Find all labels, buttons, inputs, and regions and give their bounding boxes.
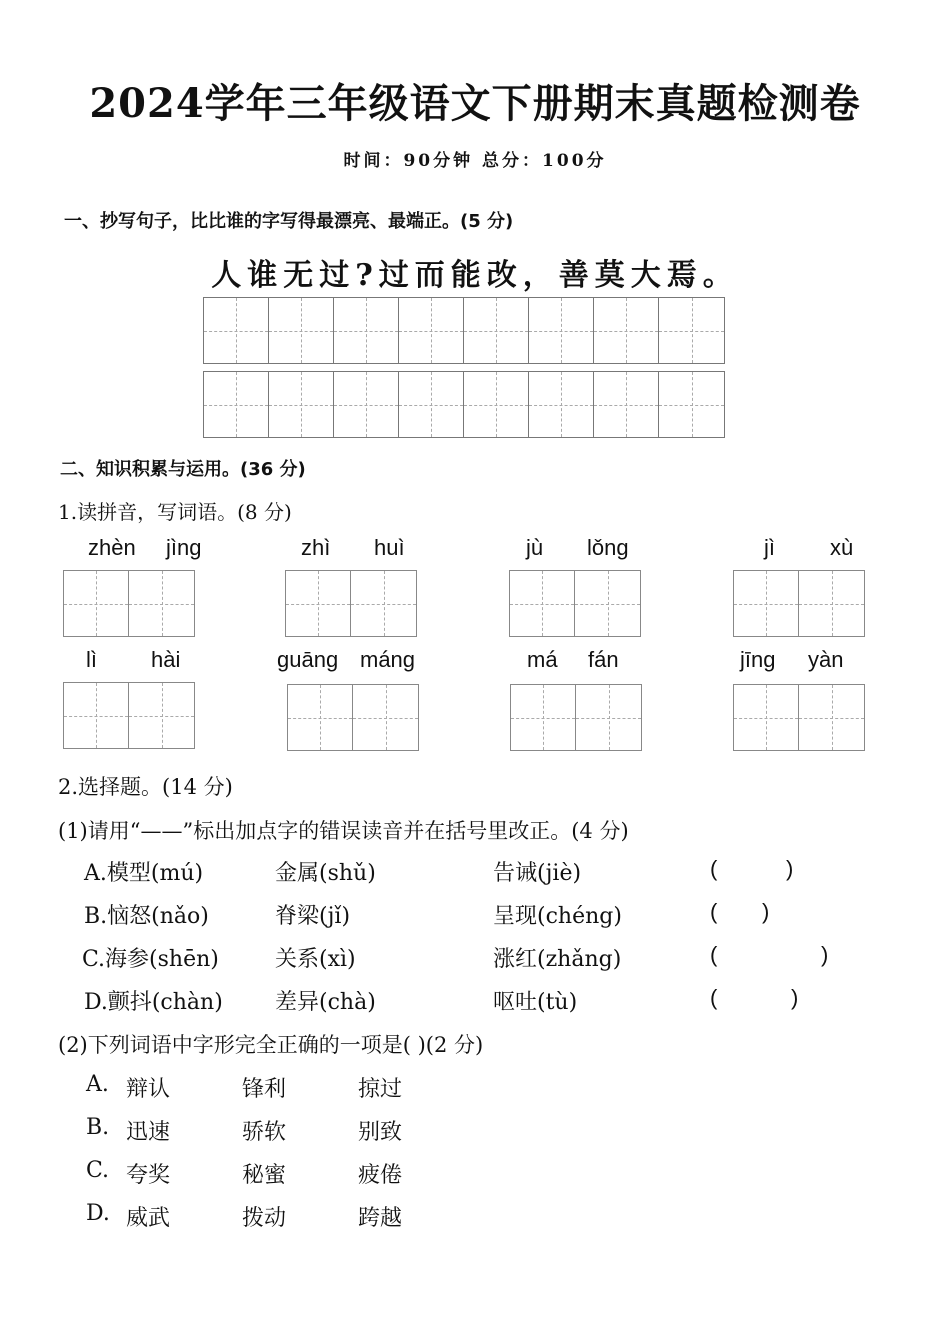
writing-cell[interactable] [269,298,334,363]
word-answer-box[interactable] [733,570,865,637]
pinyin: zhì [301,535,331,560]
pinyin: jù [526,535,544,560]
option-a-word-1: A.模型(mú) [84,861,204,886]
choice-word: 迅速 [126,1120,171,1145]
writing-cell[interactable] [399,298,464,363]
writing-cell[interactable] [334,298,399,363]
writing-grid-row-2[interactable] [203,371,725,438]
answer-paren-open[interactable]: ( [710,856,718,881]
writing-cell[interactable] [734,685,799,750]
writing-cell[interactable] [64,571,129,636]
pinyin: fán [588,647,619,672]
option-c-word-1: C.海参(shēn) [82,947,219,972]
writing-grid-row-1[interactable] [203,297,725,364]
writing-cell[interactable] [734,571,799,636]
pinyin: huì [374,535,405,560]
option-c-word-3: 涨红(zhǎng) [493,947,622,972]
word-answer-box[interactable] [510,684,642,751]
writing-cell[interactable] [575,571,640,636]
word-answer-box[interactable] [63,682,195,749]
pinyin: yàn [808,647,844,672]
writing-cell[interactable] [129,683,194,748]
choice-letter[interactable]: B. [86,1115,110,1140]
choice-word: 秘蜜 [242,1163,287,1188]
choice-word: 威武 [126,1206,171,1231]
writing-cell[interactable] [799,685,864,750]
choice-letter[interactable]: C. [86,1158,110,1183]
option-d-word-2: 差异(chà) [275,990,376,1015]
writing-cell[interactable] [659,372,724,437]
exam-info: 时间：90分钟 总分：100分 [343,151,607,171]
pinyin: jì [764,535,775,560]
writing-cell[interactable] [399,372,464,437]
choice-word: 锋利 [242,1077,287,1102]
writing-cell[interactable] [464,298,529,363]
writing-cell[interactable] [464,372,529,437]
answer-paren-close[interactable]: ) [786,856,794,881]
writing-cell[interactable] [64,683,129,748]
pinyin: hài [151,647,181,672]
writing-cell[interactable] [511,685,576,750]
writing-cell[interactable] [594,372,659,437]
answer-paren-close[interactable]: ) [821,942,829,967]
answer-paren-close[interactable]: ) [762,899,770,924]
choice-word: 骄软 [242,1120,287,1145]
copy-sentence: 人谁无过?过而能改，善莫大焉。 [211,258,739,293]
word-answer-box[interactable] [509,570,641,637]
word-answer-box[interactable] [63,570,195,637]
choice-word: 跨越 [358,1206,403,1231]
writing-cell[interactable] [269,372,334,437]
pinyin: má [527,647,558,672]
option-c-word-2: 关系(xì) [275,947,356,972]
writing-cell[interactable] [529,298,594,363]
question-2-1-label: (1)请用“——”标出加点字的错误读音并在括号里改正。(4 分) [58,819,629,843]
writing-cell[interactable] [576,685,641,750]
option-a-word-3: 告诫(jiè) [493,861,582,886]
answer-paren-open[interactable]: ( [710,942,718,967]
choice-word: 掠过 [358,1077,403,1102]
writing-cell[interactable] [353,685,418,750]
option-d-word-1: D.颤抖(chàn) [84,990,223,1015]
choice-word: 夸奖 [126,1163,171,1188]
word-answer-box[interactable] [733,684,865,751]
writing-cell[interactable] [288,685,353,750]
pinyin: xù [830,535,854,560]
question-1-label: 1.读拼音，写词语。(8 分) [58,500,292,524]
pinyin: lǒng [587,535,629,560]
word-answer-box[interactable] [287,684,419,751]
section-1-heading: 一、抄写句子，比比谁的字写得最漂亮、最端正。(5 分) [64,211,514,232]
question-2-2-label: (2)下列词语中字形完全正确的一项是( )(2 分) [58,1033,484,1057]
writing-cell[interactable] [510,571,575,636]
choice-letter[interactable]: D. [86,1201,110,1226]
section-2-heading: 二、知识积累与运用。(36 分) [60,459,306,480]
writing-cell[interactable] [204,298,269,363]
choice-word: 疲倦 [358,1163,403,1188]
answer-paren-open[interactable]: ( [710,985,718,1010]
writing-cell[interactable] [799,571,864,636]
pinyin: guāng [277,647,339,672]
option-d-word-3: 呕吐(tù) [493,990,578,1015]
writing-cell[interactable] [529,372,594,437]
option-b-word-1: B.恼怒(nǎo) [84,904,209,929]
pinyin: jìng [166,535,202,560]
choice-word: 拨动 [242,1206,287,1231]
option-b-word-2: 脊梁(jǐ) [275,904,351,929]
writing-cell[interactable] [334,372,399,437]
option-a-word-2: 金属(shǔ) [275,861,376,886]
question-2-label: 2.选择题。(14 分) [58,775,233,799]
writing-cell[interactable] [204,372,269,437]
writing-cell[interactable] [286,571,351,636]
writing-cell[interactable] [594,298,659,363]
answer-paren-open[interactable]: ( [710,899,718,924]
writing-cell[interactable] [129,571,194,636]
option-b-word-3: 呈现(chéng) [493,904,622,929]
pinyin: jīng [740,647,776,672]
pinyin: lì [86,647,97,672]
answer-paren-close[interactable]: ) [791,985,799,1010]
writing-cell[interactable] [659,298,724,363]
choice-word: 别致 [358,1120,403,1145]
word-answer-box[interactable] [285,570,417,637]
pinyin: máng [360,647,416,672]
page-title: 2024学年三年级语文下册期末真题检测卷 [89,80,861,127]
choice-word: 辩认 [126,1077,171,1102]
pinyin: zhèn [88,535,136,560]
choice-letter[interactable]: A. [86,1072,109,1097]
writing-cell[interactable] [351,571,416,636]
